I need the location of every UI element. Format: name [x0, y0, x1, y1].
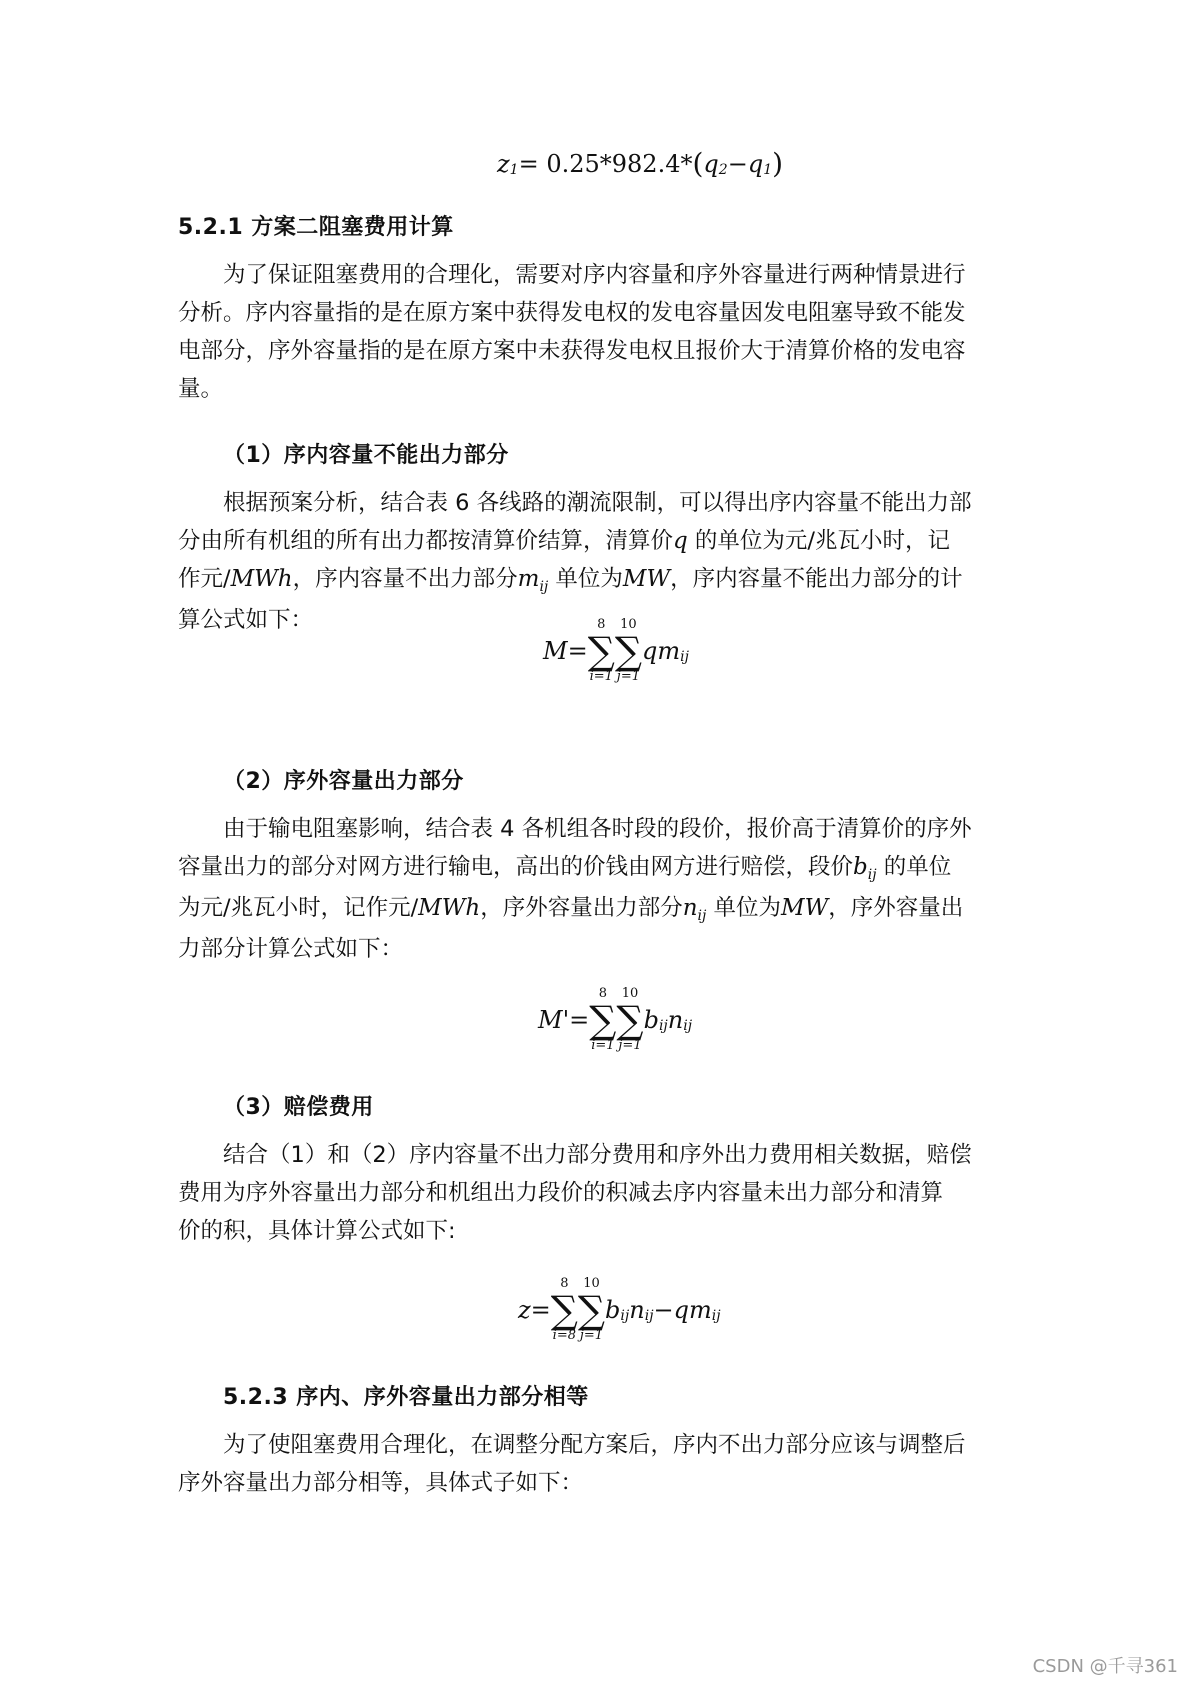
formula-Mp-b: b [643, 1006, 659, 1034]
formula-Mp-n-sub: ij [683, 1018, 693, 1034]
sigma-icon: ∑ [589, 998, 617, 1042]
subsection-1-paragraph [178, 484, 972, 639]
text-run: ，序内容量不能出力部分的计 [670, 566, 963, 592]
formula-z-qm: qm [673, 1296, 712, 1324]
paragraph-line: 分析。序内容量指的是在原方案中获得发电权的发电容量因发电阻塞导致不能发 [178, 300, 966, 326]
paragraph-line: 费用为序外容量出力部分和机组出力段价的积减去序内容量未出力部分和清算 [178, 1180, 944, 1206]
sum-j-bottom: j=1 [618, 1038, 642, 1053]
formula-z-qm-sub: ij [711, 1308, 721, 1324]
formula-z1-lhs-sub: 1 [509, 161, 519, 178]
formula-z1-q2-sub: 2 [718, 161, 728, 178]
sum-i-bottom: i=8 [552, 1328, 576, 1343]
section-523-paragraph [178, 1426, 966, 1502]
text-run: ，序外容量出 [828, 895, 964, 921]
formula-z1-lhs: z [497, 149, 510, 178]
var-n: n [682, 895, 698, 921]
sum-i-top: 8 [597, 617, 606, 632]
sum-j-bottom: j=1 [616, 669, 640, 684]
formula-z [518, 1277, 721, 1343]
var-n-sub: ij [697, 908, 707, 924]
text-run: 作元/ [178, 566, 231, 592]
var-q: q [673, 528, 688, 554]
text-run: 容量出力的部分对网方进行输电，高出的价钱由网方进行赔偿，段价 [178, 854, 854, 880]
formula-z1-q1-sub: 1 [763, 161, 773, 178]
paragraph-line: 序外容量出力部分相等，具体式子如下： [178, 1470, 584, 1496]
paragraph-line: 为了使阻塞费用合理化，在调整分配方案后，序内不出力部分应该与调整后 [223, 1432, 966, 1458]
paragraph-line: 价的积，具体计算公式如下: [178, 1218, 456, 1244]
sum-j [616, 987, 643, 1053]
sum-i-bottom: i=1 [589, 669, 613, 684]
subsection-heading-3: （3）赔偿费用 [223, 1095, 374, 1120]
formula-z-n: n [629, 1296, 645, 1324]
var-b: b [853, 854, 868, 880]
paragraph-line: 力部分计算公式如下： [178, 936, 404, 962]
sigma-icon: ∑ [616, 998, 644, 1042]
text-run: ，序外容量出力部分 [480, 895, 683, 921]
var-m-sub: ij [539, 579, 549, 595]
sum-i-top: 8 [598, 986, 607, 1001]
formula-M-eq: = [567, 637, 588, 665]
sum-j-bottom: j=1 [579, 1328, 604, 1343]
sum-j-top: 10 [583, 1276, 600, 1291]
subsection-2-paragraph [178, 810, 972, 968]
formula-z-b-sub: ij [620, 1308, 630, 1324]
text-run: 的单位 [876, 854, 952, 880]
sigma-icon: ∑ [577, 1288, 606, 1332]
var-b-sub: ij [867, 867, 877, 883]
var-m: m [517, 566, 540, 592]
sigma-icon: ∑ [550, 1288, 578, 1332]
paragraph-line [178, 522, 972, 560]
formula-Mp-n: n [667, 1006, 684, 1034]
paragraph-line: 为了保证阻塞费用的合理化，需要对序内容量和序外容量进行两种情景进行 [223, 262, 966, 288]
sum-i [551, 1277, 578, 1343]
formula-M-lhs: M [543, 637, 568, 665]
paragraph-line: 由于输电阻塞影响，结合表 4 各机组各时段的段价，报价高于清算价的序外 [223, 816, 972, 842]
csdn-watermark: CSDN @千寻361 [1032, 1656, 1178, 1677]
unit-mw: MW [781, 895, 829, 921]
sigma-icon: ∑ [587, 629, 615, 673]
unit-mw: MW [622, 566, 671, 592]
sum-i-bottom: i=1 [591, 1038, 615, 1053]
formula-z-n-sub: ij [644, 1308, 654, 1324]
subsection-3-paragraph [178, 1136, 972, 1250]
subsection-heading-2: （2）序外容量出力部分 [223, 769, 464, 794]
text-run: 的单位为元/兆瓦小时，记 [687, 528, 950, 554]
formula-M [543, 618, 689, 684]
sum-j-top: 10 [620, 617, 637, 632]
text-run: 单位为 [548, 566, 623, 592]
formula-z-b: b [605, 1296, 621, 1324]
formula-z-lhs: z [518, 1296, 531, 1324]
section-521-paragraph [178, 256, 966, 408]
paragraph-line [178, 848, 972, 889]
formula-z-eq: = [530, 1296, 551, 1324]
unit-mwh: MWh [230, 566, 293, 592]
formula-z1 [497, 147, 783, 180]
formula-z1-q1: q [747, 149, 764, 178]
section-heading-521: 5.2.1 方案二阻塞费用计算 [178, 215, 454, 240]
text-run: ，序内容量不出力部分 [292, 566, 518, 592]
sum-i-top: 8 [560, 1276, 569, 1291]
formula-Mp-lhs: M' [538, 1006, 570, 1034]
formula-z-minus: − [653, 1296, 674, 1324]
sum-i [589, 987, 616, 1053]
formula-M-term-sub: ij [680, 649, 689, 665]
sum-j [615, 618, 642, 684]
subsection-heading-1: （1）序内容量不能出力部分 [223, 443, 509, 468]
paren-close: ) [772, 147, 784, 180]
paragraph-line: 电部分，序外容量指的是在原方案中未获得发电权且报价大于清算价格的发电容 [178, 338, 966, 364]
sum-i [588, 618, 615, 684]
sigma-icon: ∑ [614, 629, 642, 673]
unit-mwh: MWh [418, 895, 481, 921]
sum-j-top: 10 [621, 986, 639, 1001]
formula-Mp-eq: = [569, 1006, 590, 1034]
formula-M-prime [538, 987, 692, 1053]
paragraph-line: 算公式如下： [178, 607, 314, 633]
paren-open: ( [692, 147, 704, 180]
paragraph-line [178, 560, 972, 601]
paragraph-line [178, 889, 972, 930]
text-run: 分由所有机组的所有出力都按清算价结算，清算价 [178, 528, 674, 554]
paragraph-line: 量。 [178, 376, 224, 402]
formula-Mp-b-sub: ij [658, 1018, 668, 1034]
text-run: 为元/兆瓦小时，记作元/ [178, 895, 419, 921]
formula-z1-q2: q [703, 149, 719, 178]
paragraph-line: 根据预案分析，结合表 6 各线路的潮流限制，可以得出序内容量不能出力部 [223, 490, 972, 516]
formula-z1-minus: − [727, 149, 748, 178]
text-run: 单位为 [706, 895, 782, 921]
sum-j [578, 1277, 605, 1343]
paragraph-line: 结合（1）和（2）序内容量不出力部分费用和序外出力费用相关数据，赔偿 [223, 1142, 972, 1168]
formula-M-term: qm [641, 637, 681, 665]
formula-z1-rhs: = 0.25*982.4* [518, 149, 693, 178]
section-heading-523: 5.2.3 序内、序外容量出力部分相等 [223, 1385, 589, 1410]
